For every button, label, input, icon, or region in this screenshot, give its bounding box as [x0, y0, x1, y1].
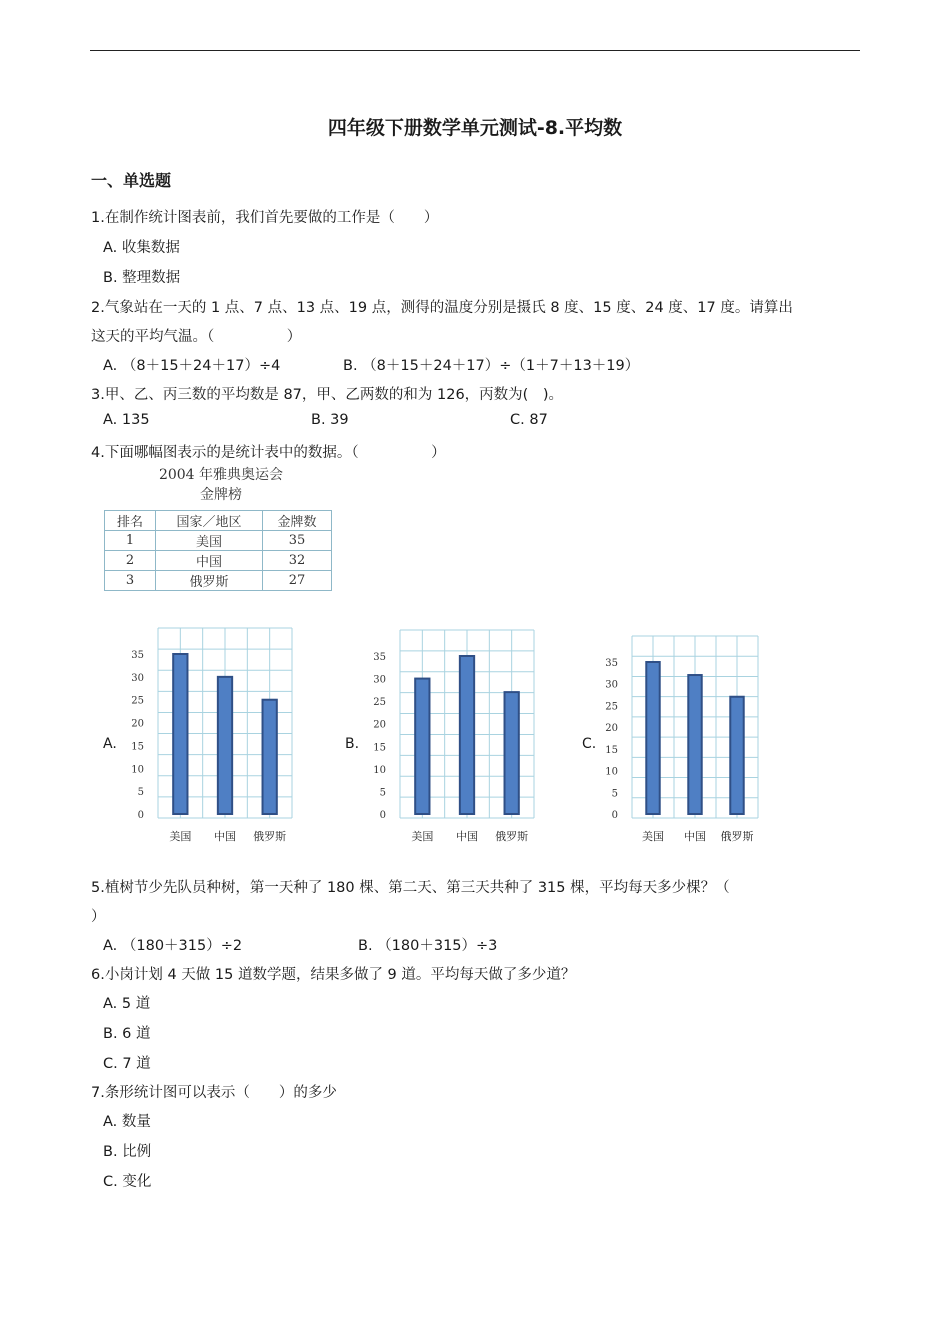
y-tick-label: 20	[131, 718, 144, 730]
medal-table	[104, 510, 332, 591]
y-tick-label: 35	[373, 652, 386, 663]
x-tick-label: 中国	[684, 830, 706, 843]
q3-option-c[interactable]: C. 87	[510, 412, 548, 428]
q4-option-b[interactable]: B.	[345, 736, 360, 752]
chart-bar	[505, 692, 519, 814]
section-heading: 一、单选题	[91, 171, 172, 190]
x-tick-label: 俄罗斯	[720, 830, 754, 843]
y-tick-label: 15	[605, 744, 618, 756]
table-header-cell: 国家／地区	[156, 511, 263, 531]
x-tick-label: 美国	[411, 830, 434, 843]
q7-option-b[interactable]: B. 比例	[103, 1144, 152, 1160]
y-tick-label: 0	[611, 810, 618, 821]
q3-option-a[interactable]: A. 135	[103, 412, 150, 428]
y-tick-label: 30	[373, 674, 386, 686]
q5-option-a[interactable]: A. （180＋315）÷2	[103, 938, 243, 954]
x-tick-label: 美国	[169, 830, 192, 843]
table-row	[105, 571, 332, 591]
q7-option-a[interactable]: A. 数量	[103, 1114, 151, 1130]
x-tick-label: 中国	[456, 830, 478, 843]
x-tick-label: 美国	[642, 830, 664, 843]
table-cell: 中国	[156, 551, 263, 571]
y-tick-label: 15	[373, 742, 386, 754]
table-cell: 美国	[156, 531, 263, 551]
q2-option-a[interactable]: A. （8＋15＋24＋17）÷4	[103, 358, 281, 374]
y-tick-label: 10	[131, 764, 144, 776]
y-tick-label: 15	[131, 741, 144, 753]
table-row	[105, 551, 332, 571]
y-tick-label: 35	[131, 650, 144, 661]
y-tick-label: 5	[611, 788, 618, 800]
y-tick-label: 20	[373, 719, 386, 731]
table-cell: 35	[263, 531, 332, 551]
page-title: 四年级下册数学单元测试-8.平均数	[327, 117, 623, 139]
question-5-line-2: ）	[91, 909, 106, 925]
question-2-line-2: 这天的平均气温。（ ）	[91, 329, 302, 345]
x-tick-label: 俄罗斯	[253, 830, 287, 843]
q3-option-b[interactable]: B. 39	[311, 412, 349, 428]
chart-bar	[460, 656, 474, 814]
y-tick-label: 25	[605, 701, 618, 713]
q1-option-a[interactable]: A. 收集数据	[103, 240, 180, 256]
table-cell: 俄罗斯	[156, 571, 263, 591]
q6-option-b[interactable]: B. 6 道	[103, 1026, 151, 1042]
q6-option-c[interactable]: C. 7 道	[103, 1056, 151, 1072]
q5-option-b[interactable]: B. （180＋315）÷3	[358, 938, 498, 954]
q1-option-b[interactable]: B. 整理数据	[103, 270, 181, 286]
q4-option-c[interactable]: C.	[582, 736, 597, 752]
table-cell: 3	[105, 571, 156, 591]
y-tick-label: 0	[379, 810, 386, 821]
y-tick-label: 10	[373, 764, 386, 776]
y-tick-label: 10	[605, 766, 618, 778]
q7-option-c[interactable]: C. 变化	[103, 1174, 152, 1190]
q6-option-a[interactable]: A. 5 道	[103, 996, 151, 1012]
q4-option-a[interactable]: A.	[103, 736, 117, 752]
table-header-cell: 金牌数	[263, 511, 332, 531]
bar-chart-a	[118, 624, 298, 846]
x-tick-label: 中国	[214, 830, 236, 843]
y-tick-label: 35	[605, 658, 618, 669]
y-tick-label: 25	[373, 697, 386, 709]
y-tick-label: 5	[137, 787, 144, 799]
question-7: 7.条形统计图可以表示（ ）的多少	[91, 1085, 337, 1101]
chart-bar	[415, 679, 429, 814]
table-cell: 2	[105, 551, 156, 571]
y-tick-label: 25	[131, 695, 144, 707]
table-cell: 32	[263, 551, 332, 571]
q2-option-b[interactable]: B. （8＋15＋24＋17）÷（1＋7＋13＋19）	[343, 358, 640, 374]
header-rule	[90, 50, 860, 51]
question-2-line-1: 2.气象站在一天的 1 点、7 点、13 点、19 点，测得的温度分别是摄氏 8 度、15 度、24 度、17 度。请算出	[91, 300, 793, 316]
question-3: 3.甲、乙、丙三数的平均数是 87，甲、乙两数的和为 126，丙数为( )。	[91, 387, 563, 403]
question-1: 1.在制作统计图表前，我们首先要做的工作是（ ）	[91, 210, 439, 226]
question-4: 4.下面哪幅图表示的是统计表中的数据。（ ）	[91, 445, 446, 461]
chart-bar	[263, 700, 277, 814]
chart-bar	[688, 675, 701, 814]
question-5-line-1: 5.植树节少先队员种树，第一天种了 180 棵、第二天、第三天共种了 315 棵，平均每天多少棵？（	[91, 880, 730, 896]
bar-chart-c	[592, 632, 764, 846]
y-tick-label: 30	[605, 679, 618, 691]
table-cell: 1	[105, 531, 156, 551]
chart-bar	[646, 662, 659, 814]
x-tick-label: 俄罗斯	[495, 830, 529, 843]
bar-chart-b	[360, 626, 540, 846]
chart-bar	[730, 697, 743, 814]
y-tick-label: 0	[137, 810, 144, 821]
y-tick-label: 5	[379, 787, 386, 799]
medal-table-figure	[101, 462, 341, 600]
table-row	[105, 531, 332, 551]
medal-table-title: 2004 年雅典奥运会	[158, 467, 284, 483]
y-tick-label: 20	[605, 723, 618, 735]
question-6: 6.小岗计划 4 天做 15 道数学题，结果多做了 9 道。平均每天做了多少道？	[91, 967, 576, 983]
table-header-row	[105, 511, 332, 531]
table-cell: 27	[263, 571, 332, 591]
y-tick-label: 30	[131, 672, 144, 684]
chart-bar	[218, 677, 232, 814]
chart-bar	[173, 654, 187, 814]
medal-table-subtitle: 金牌榜	[200, 487, 242, 503]
table-header-cell: 排名	[105, 511, 156, 531]
